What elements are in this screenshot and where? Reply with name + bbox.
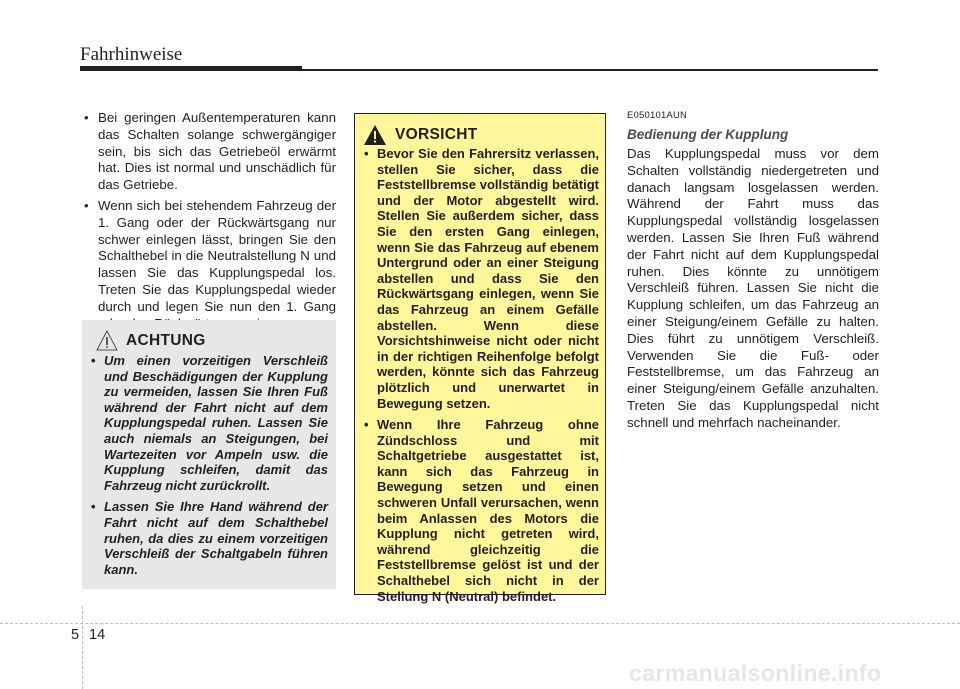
right-column [627,110,879,432]
watermark: carmanualsonline.info [629,660,882,686]
vorsicht-text: Bevor Sie den Fahrersitz verlassen, stellen Sie sicher, dass die Feststellbremse vollständig betätigt und der Motor abgestellt wird. Stellen Sie außerdem sicher, dass Sie den ersten Gang einlegen, wenn Sie das Fahrzeug auf ebenem Untergrund oder an einer Steigung abstellen und dass Sie den Rückwärtsgang einlegen, wenn Sie das Fahrzeug an einem Gefälle abstellen. Wenn diese Vorsichtshinweise nicht oder nicht in der richtigen Reihenfolge befolgt werden, könnte sich das Fahrzeug plötzlich und unerwartet in Bewegung setzen. [377,146,599,411]
vorsicht-text: Wenn Ihre Fahrzeug ohne Zündschloss und mit Schaltgetriebe ausgestattet ist, kann sich das Fahrzeug in Bewegung setzen und einen schweren Unfall verursachen, wenn beim Anlassen des Motors die Kupplung nicht getreten wird, während gleichzeitig die Feststellbremse gelöst ist und der Schalthebel sich nicht in der Stellung N (Neutral) befindet. [377,417,599,604]
achtung-title: ACHTUNG [126,332,206,349]
achtung-box [82,320,336,589]
section-code: E050101AUN [627,110,688,121]
bullet-text: Bei geringen Außentemperaturen kann das Schalten solange schwergängiger sein, bis sich das Getriebeöl erwärmt hat. Dies ist normal und unschädlich für das Getriebe. [98,110,336,193]
list-item: • Wenn sich bei stehendem Fahrzeug der 1. Gang oder der Rückwärtsgang nur schwer einlegen lässt, bringen Sie den Schalthebel in die Neutralstellung N und lassen Sie das Kupplungspedal los. Treten Sie das Kupplungspedal wieder durch und legen Sie nun den 1. Gang [80,198,336,332]
header-rule-thin [302,69,878,71]
achtung-list [90,353,328,583]
footer-divider [82,606,83,689]
vorsicht-list [363,146,599,610]
page-number: 14 [89,627,106,643]
achtung-text: Lassen Sie Ihre Hand während der Fahrt nicht auf dem Schalthebel ruhen, da dies zu einem vorzeitigen Verschleiß der Schaltgabeln führen kann. [104,499,328,577]
vorsicht-heading [363,124,478,146]
warning-filled-icon [363,124,387,146]
list-item: • Um einen vorzeitigen Verschleiß und Beschädigungen der Kupplung zu vermeiden, lassen Sie Ihren Fuß während der Fahrt nicht auf dem Kupplungspedal ruhen. Lassen Sie auch niemals an Steigungen, bei Wartezeiten vor Ampeln usw. die Kupplung schleifen, damit das Fahrzeug nicht zurückrollt. [91,353,328,493]
section-heading: Bedienung der Kupplung [627,127,789,142]
header-rule-thick [80,66,302,71]
bullet-text: Wenn sich bei stehendem Fahrzeug der 1. Gang oder der Rückwärtsgang nur schwer einlegen lässt, bringen Sie den Schalthebel in die Neutralstellung N und lassen Sie das Kupplungspedal los. Treten Sie das Kupplungspedal wieder durch und legen Sie nun den 1. Gang [98,197,336,314]
left-bullet-list [80,110,336,332]
vorsicht-box [354,113,606,604]
list-item: • Bevor Sie den Fahrersitz verlassen, stellen Sie sicher, dass die Feststellbremse vollständig betätigt und der Motor abgestellt wird. Stellen Sie außerdem sicher, dass Sie den ersten Gang einlegen, wenn Sie das Fahrzeug auf ebenem Untergrund oder an einer Steigung abstellen und dass Sie den Rückwärtsgang einlegen, wenn Sie das Fahrzeug an einem Gefälle abstellen. Wenn diese Vorsichtshinweise nicht oder nicht in der richtigen Reihenfolge befolgt werden, könnte sich das Fahrzeug plötzlich und unerwartet in Bewegung setzen. [364,146,599,411]
list-item: • Lassen Sie Ihre Hand während der Fahrt nicht auf dem Schalthebel ruhen, da dies zu einem vorzeitigen Verschleiß der Schaltgabeln führen kann. [91,499,328,577]
list-item: • Wenn Ihre Fahrzeug ohne Zündschloss und mit Schaltgetriebe ausgestattet ist, kann sich das Fahrzeug in Bewegung setzen und einen schweren Unfall verursachen, wenn beim Anlassen des Motors die Kupplung nicht getreten wird, während gleichzeitig die Feststellbremse gelöst ist und der Schalthebel sich nicht in der Stellung N (Neutral) befindet. [364,417,599,604]
footer-rule [0,623,960,624]
warning-outline-icon [96,330,118,352]
page-title: Fahrhinweise [80,44,183,65]
section-body: Das Kupplungspedal muss vor dem Schalten vollständig niedergetreten und danach langsam losgelassen werden. Während der Fahrt muss das Kupplungspedal vollständig losgelassen werden. Lassen Sie Ihren Fuß während der Fahrt nicht auf dem Kupplungspedal ruhen. Dies könnte zu unnötigem Verschleiß führen. Lassen Sie nicht die Kupplung schleifen, um das Fahrzeug an einer Steigung/einem Gefälle zu halten. Dies führt zu unnötigem Verschleiß. Verwenden Sie die Fuß- oder Feststellbremse, um das Fahrzeug an einer Steigung/einem Gefälle anzuhalten. Treten Sie das Kupplungspedal nicht schnell und mehrfach nacheinander. [627,146,879,430]
chapter-number: 5 [71,627,80,643]
vorsicht-title: VORSICHT [395,126,478,143]
achtung-text: Um einen vorzeitigen Verschleiß und Beschädigungen der Kupplung zu vermeiden, lassen Sie Ihren Fuß während der Fahrt nicht auf dem Kupplungspedal ruhen. Lassen Sie auch niemals an Steigungen, bei Wartezeiten vor Ampeln usw. die Kupplung schleifen, damit das Fahrzeug nicht zurückrollt. [104,353,328,493]
achtung-heading [96,330,206,352]
list-item: • Bei geringen Außentemperaturen kann das Schalten solange schwergängiger sein, bis sich das Getriebeöl erwärmt hat. Dies ist normal und unschädlich für das Getriebe. [84,110,336,193]
left-column [80,110,336,336]
